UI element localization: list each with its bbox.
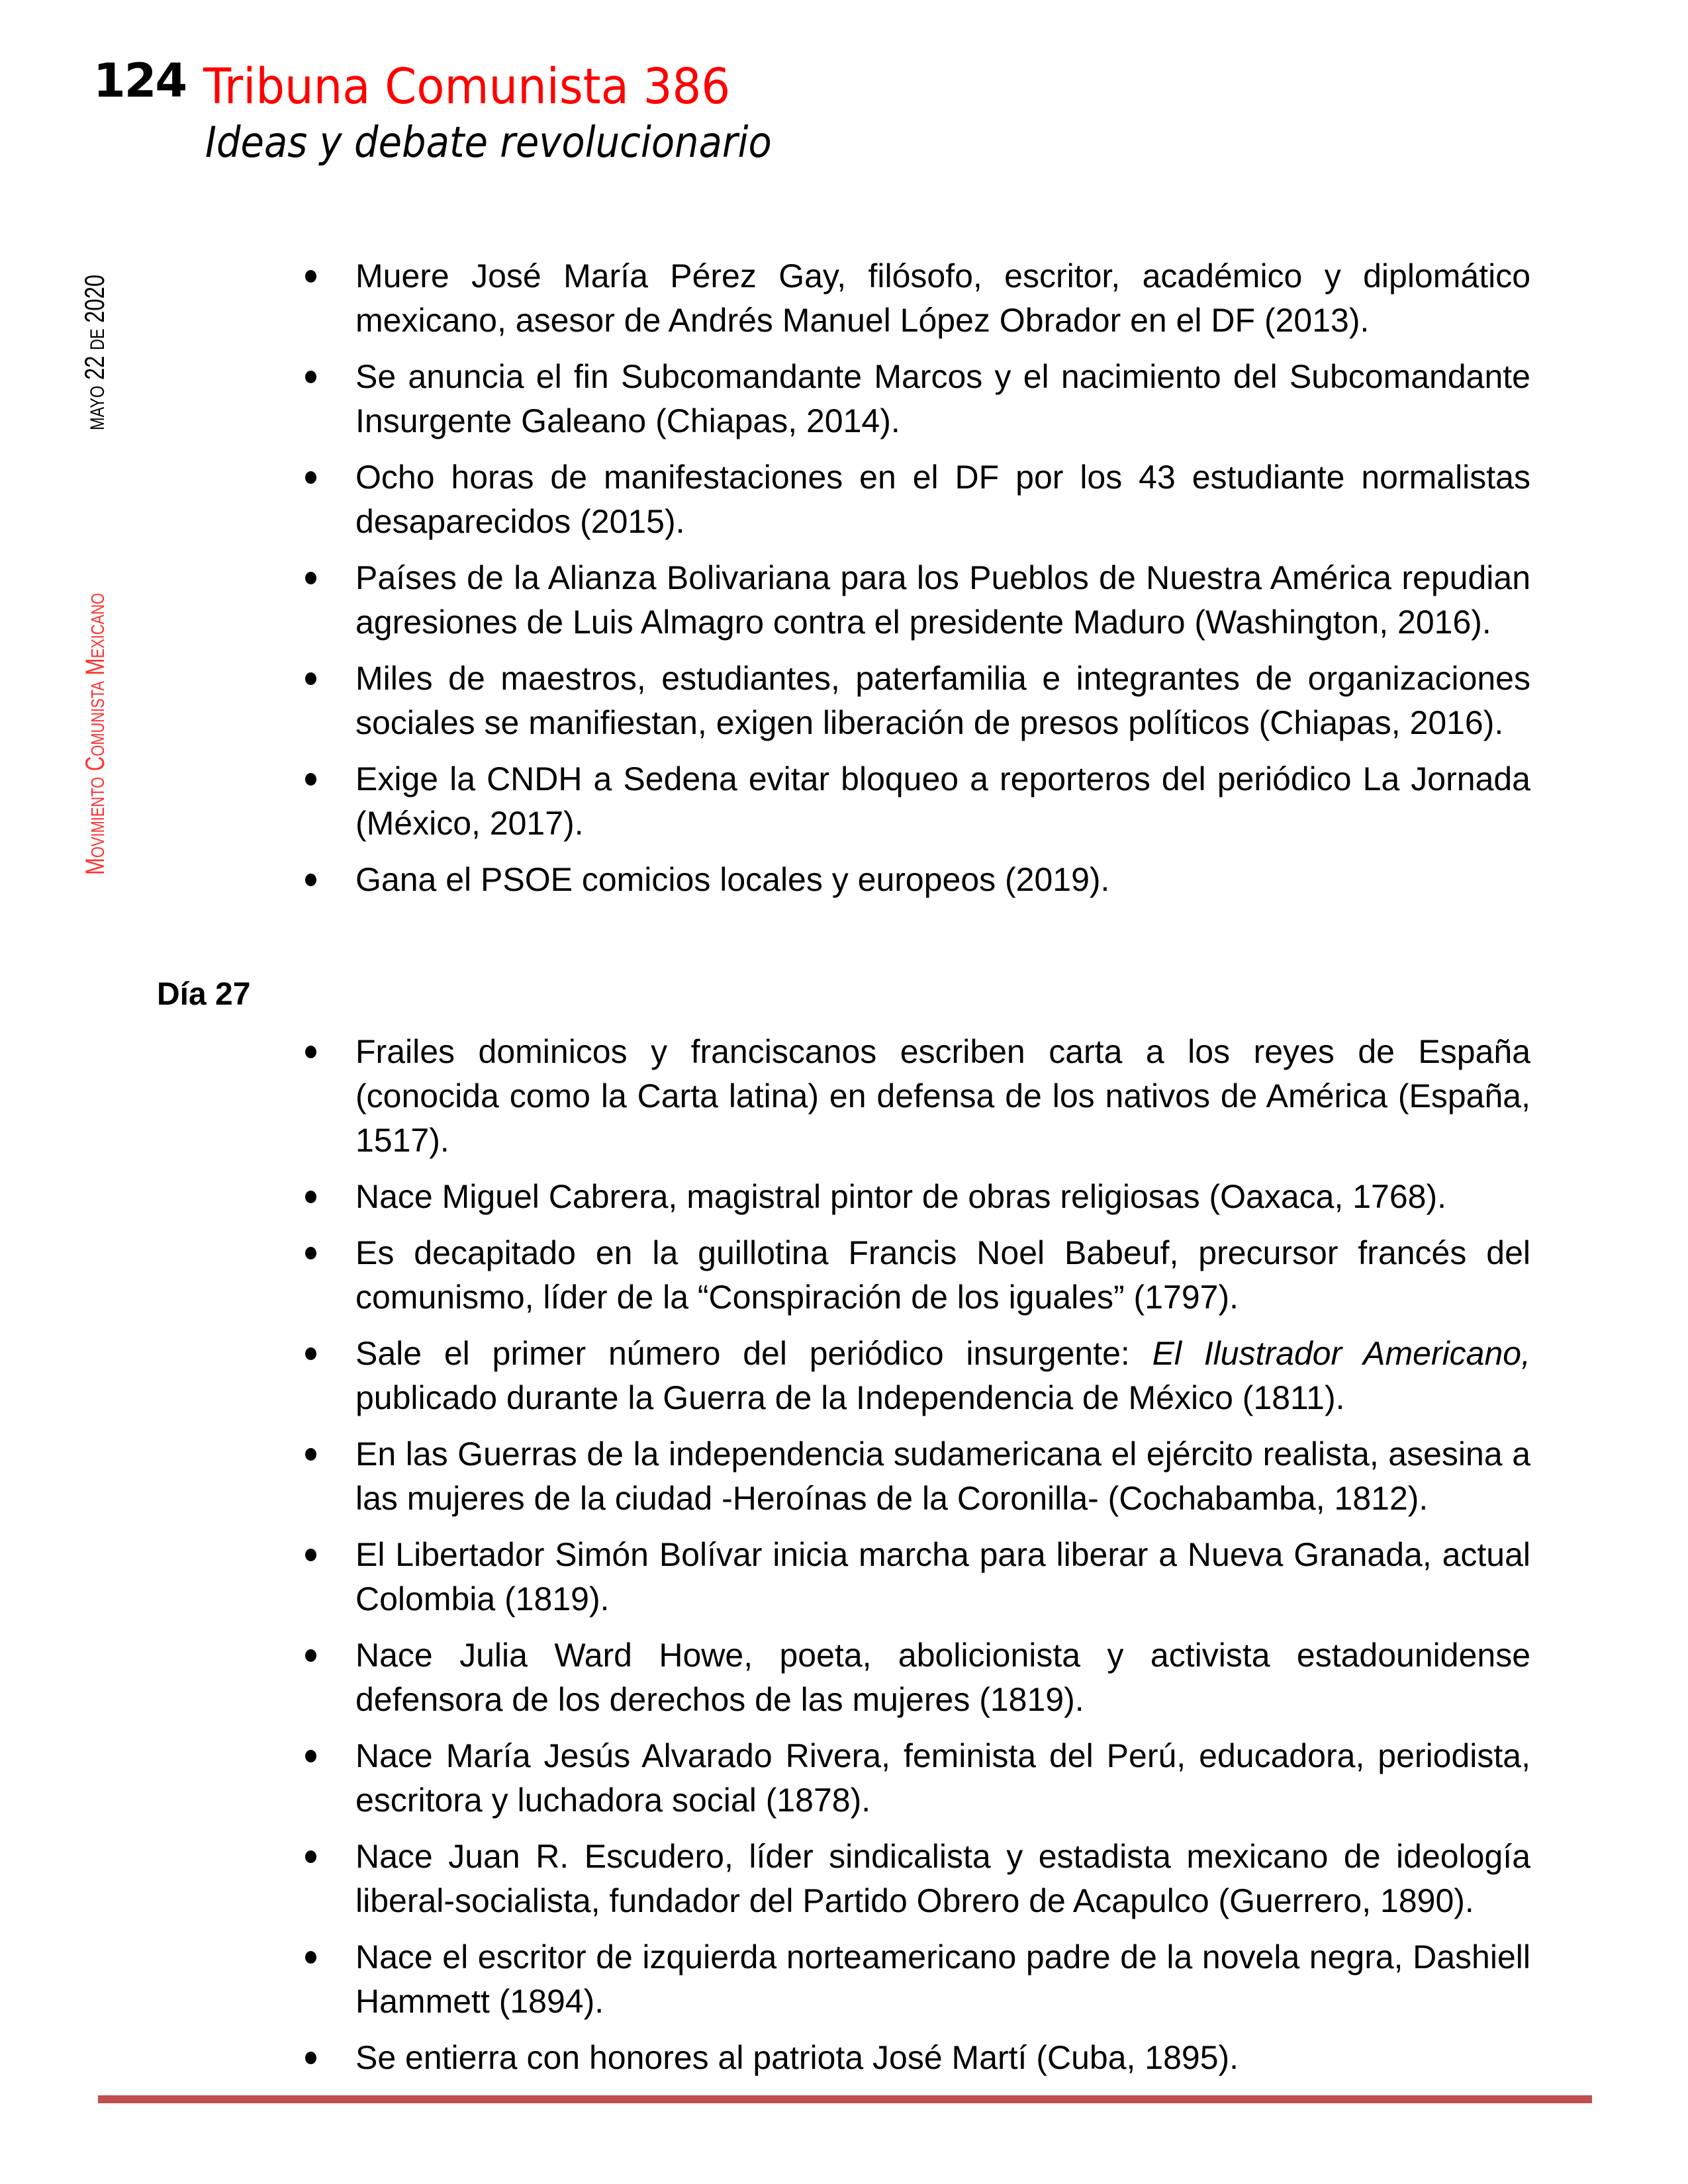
bullet-icon — [305, 1649, 316, 1662]
list-item-text-mixed: Sale el primer número del periódico insurgente: El Ilustrador Americano, publicado durante la Guerra de la Independencia de México (1811). — [355, 1335, 1530, 1416]
bullet-icon — [305, 1247, 316, 1259]
bullet-icon — [305, 1448, 316, 1461]
date-month: MAYO — [87, 385, 109, 430]
bullet-icon — [305, 572, 316, 584]
publication-subtitle: Ideas y debate revolucionario — [205, 118, 772, 167]
bullet-icon — [305, 270, 316, 283]
date-day: 22 — [79, 355, 110, 381]
bullet-icon — [305, 773, 316, 786]
bullet-icon — [305, 1046, 316, 1058]
bullet-icon — [305, 874, 316, 886]
list-item: El Libertador Simón Bolívar inicia marcha para liberar a Nueva Granada, actual Colombia (1819). — [0, 1533, 1530, 1621]
publication-title: Tribuna Comunista 386 — [203, 58, 731, 115]
bullet-icon — [305, 2052, 316, 2064]
bullet-icon — [305, 1951, 316, 1964]
list-item: Nace Juan R. Escudero, líder sindicalista y estadista mexicano de ideología liberal-socialista, fundador del Partido Obrero de Acapulco (Guerrero, 1890). — [0, 1835, 1530, 1923]
bullet-icon — [305, 471, 316, 484]
event-list-day-26 — [0, 254, 1530, 914]
bullet-icon — [305, 371, 316, 383]
list-item: Frailes dominicos y franciscanos escriben carta a los reyes de España (conocida como la Carta latina) en defensa de los nativos de América (España, 1517). — [0, 1030, 1530, 1163]
list-item: Se entierra con honores al patriota José Martí (Cuba, 1895). — [0, 2036, 1530, 2080]
bullet-icon — [305, 1850, 316, 1863]
page-number: 124 — [93, 54, 187, 108]
list-item: En las Guerras de la independencia sudamericana el ejército realista, asesina a las mujeres de la ciudad -Heroínas de la Coronilla- (Cochabamba, 1812). — [0, 1432, 1530, 1521]
organization-name: Movimiento Comunista Mexicano — [81, 593, 110, 875]
footer-divider — [98, 2095, 1592, 2103]
list-item: Miles de maestros, estudiantes, paterfamilia e integrantes de organizaciones sociales se manifiestan, exigen liberación de presos políticos (Chiapas, 2016). — [0, 657, 1530, 745]
bullet-icon — [305, 1191, 316, 1203]
bullet-icon — [305, 1347, 316, 1360]
list-item: Gana el PSOE comicios locales y europeos (2019). — [0, 858, 1530, 902]
list-item: Nace Julia Ward Howe, poeta, abolicionista y activista estadounidense defensora de los derechos de las mujeres (1819). — [0, 1633, 1530, 1722]
list-item: Es decapitado en la guillotina Francis Noel Babeuf, precursor francés del comunismo, líder de la “Conspiración de los iguales” (1797). — [0, 1231, 1530, 1320]
newspaper-title: El Ilustrador Americano, — [1152, 1335, 1530, 1372]
day-heading: Día 27 — [157, 977, 251, 1012]
list-item: Muere José María Pérez Gay, filósofo, escritor, académico y diplomático mexicano, asesor de Andrés Manuel López Obrador en el DF (2013). — [0, 254, 1530, 343]
list-item: Nace María Jesús Alvarado Rivera, feminista del Perú, educadora, periodista, escritora y luchadora social (1878). — [0, 1734, 1530, 1823]
list-item: Se anuncia el fin Subcomandante Marcos y el nacimiento del Subcomandante Insurgente Galeano (Chiapas, 2014). — [0, 355, 1530, 443]
list-item: Nace Miguel Cabrera, magistral pintor de obras religiosas (Oaxaca, 1768). — [0, 1175, 1530, 1219]
event-list-day-27 — [0, 1030, 1530, 2092]
date-year: 2020 — [79, 274, 110, 323]
list-item: Exige la CNDH a Sedena evitar bloqueo a reporteros del periódico La Jornada (México, 2017). — [0, 757, 1530, 846]
list-item: Ocho horas de manifestaciones en el DF por los 43 estudiante normalistas desaparecidos (2015). — [0, 455, 1530, 544]
bullet-icon — [305, 1750, 316, 1762]
list-item — [0, 1332, 1530, 1420]
bullet-icon — [305, 1549, 316, 1561]
date-de: DE — [87, 328, 109, 351]
list-item: Países de la Alianza Bolivariana para los Pueblos de Nuestra América repudian agresiones de Luis Almagro contra el presidente Maduro (Washington, 2016). — [0, 556, 1530, 645]
bullet-icon — [305, 672, 316, 685]
list-item: Nace el escritor de izquierda norteamericano padre de la novela negra, Dashiell Hammett (1894). — [0, 1935, 1530, 2024]
